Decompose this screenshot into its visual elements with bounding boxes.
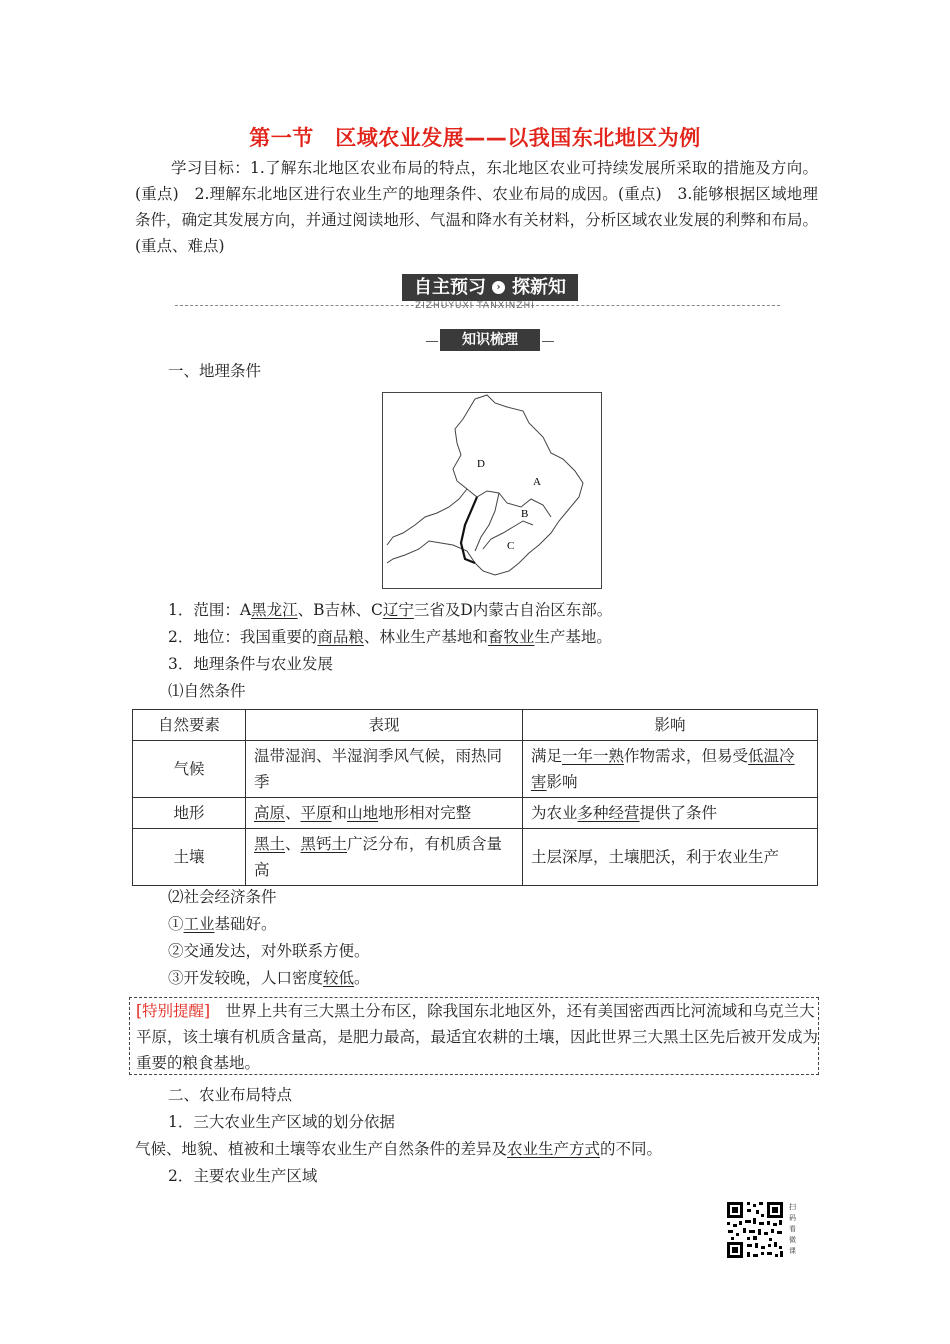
table-cell: 黑土、黑钙土广泛分布，有机质含量高 xyxy=(246,829,523,886)
table-header: 影响 xyxy=(523,710,818,741)
northeast-china-map xyxy=(382,392,602,589)
sec2-heading: 二、农业布局特点 xyxy=(168,1086,293,1104)
item3-heading: 3．地理条件与农业发展 xyxy=(168,655,333,673)
banner-part1: 自主预习 xyxy=(414,277,486,298)
table-row xyxy=(133,829,818,886)
table-header: 表现 xyxy=(246,710,523,741)
table-cell: 满足一年一熟作物需求，但易受低温冷害影响 xyxy=(523,741,818,798)
label-line-right xyxy=(542,341,554,342)
banner-part2: 探新知 xyxy=(512,277,566,298)
social-item-2: ②交通发达，对外联系方便。 xyxy=(168,942,370,960)
map-label-c: C xyxy=(507,540,515,552)
table-cell: 温带湿润、半湿润季风气候，雨热同季 xyxy=(246,741,523,798)
sec2-item1: 1．三大农业生产区域的划分依据 xyxy=(168,1113,395,1131)
sec2-item2: 2．主要农业生产区域 xyxy=(168,1167,318,1185)
sec2-item1-body: 气候、地貌、植被和土壤等农业生产自然条件的差异及农业生产方式的不同。 xyxy=(135,1140,663,1158)
qr-code-icon[interactable] xyxy=(725,1200,785,1260)
table-cell: 为农业多种经营提供了条件 xyxy=(523,798,818,829)
sec1-heading: 一、地理条件 xyxy=(168,362,262,380)
table-row xyxy=(133,741,818,798)
chevron-right-icon: › xyxy=(492,281,505,294)
table-cell: 土壤 xyxy=(133,829,246,886)
map-label-a: A xyxy=(533,476,541,488)
section-label: 知识梳理 xyxy=(440,329,540,351)
special-tip-box xyxy=(129,997,819,1075)
learning-goals: 学习目标：1.了解东北地区农业布局的特点，东北地区农业可持续发展所采取的措施及方向。(重点) 2.理解东北地区进行农业生产的地理条件、农业布局的成因。(重点) 3.能够根据区域地理条件，确定其发展方向，并通过阅读地形、气温和降水有关材料，分析区域农业发展的利弊和布局。(重点、难点) xyxy=(135,159,818,255)
social-item-3: ③开发较晚，人口密度较低。 xyxy=(168,969,370,987)
social-conditions-heading: ⑵社会经济条件 xyxy=(168,888,277,906)
qr-caption: 扫码看微课 xyxy=(789,1203,796,1255)
table-header-row xyxy=(133,710,818,741)
map-outline xyxy=(383,393,601,588)
table-cell: 高原、平原和山地地形相对完整 xyxy=(246,798,523,829)
map-label-b: B xyxy=(521,508,529,520)
label-line-left xyxy=(426,341,438,342)
table-cell: 地形 xyxy=(133,798,246,829)
natural-conditions-table xyxy=(132,709,818,886)
scope-line: 1．范围：A黑龙江、B吉林、C辽宁三省及D内蒙古自治区东部。 xyxy=(168,601,613,619)
page-title: 第一节 区域农业发展——以我国东北地区为例 xyxy=(249,126,701,150)
banner-pinyin: ZIZHUYUXI TANXINZHI xyxy=(415,301,535,311)
tip-head: [特别提醒] xyxy=(136,1002,211,1020)
table-cell: 气候 xyxy=(133,741,246,798)
table-row xyxy=(133,798,818,829)
tip-body: 世界上共有三大黑土分布区，除我国东北地区外，还有美国密西西比河流域和乌克兰大平原，该土壤有机质含量高，是肥力最高，最适宜农耕的土壤，因此世界三大黑土区先后被开发成为重要的粮食基地。 xyxy=(136,1002,819,1072)
section-banner xyxy=(0,272,950,322)
status-line: 2．地位：我国重要的商品粮、林业生产基地和畜牧业生产基地。 xyxy=(168,628,612,646)
table-header: 自然要素 xyxy=(133,710,246,741)
social-item-1: ①工业基础好。 xyxy=(168,915,277,933)
map-label-d: D xyxy=(477,458,485,470)
natural-conditions-heading: ⑴自然条件 xyxy=(168,682,246,700)
table-cell: 土层深厚，土壤肥沃，利于农业生产 xyxy=(523,829,818,886)
